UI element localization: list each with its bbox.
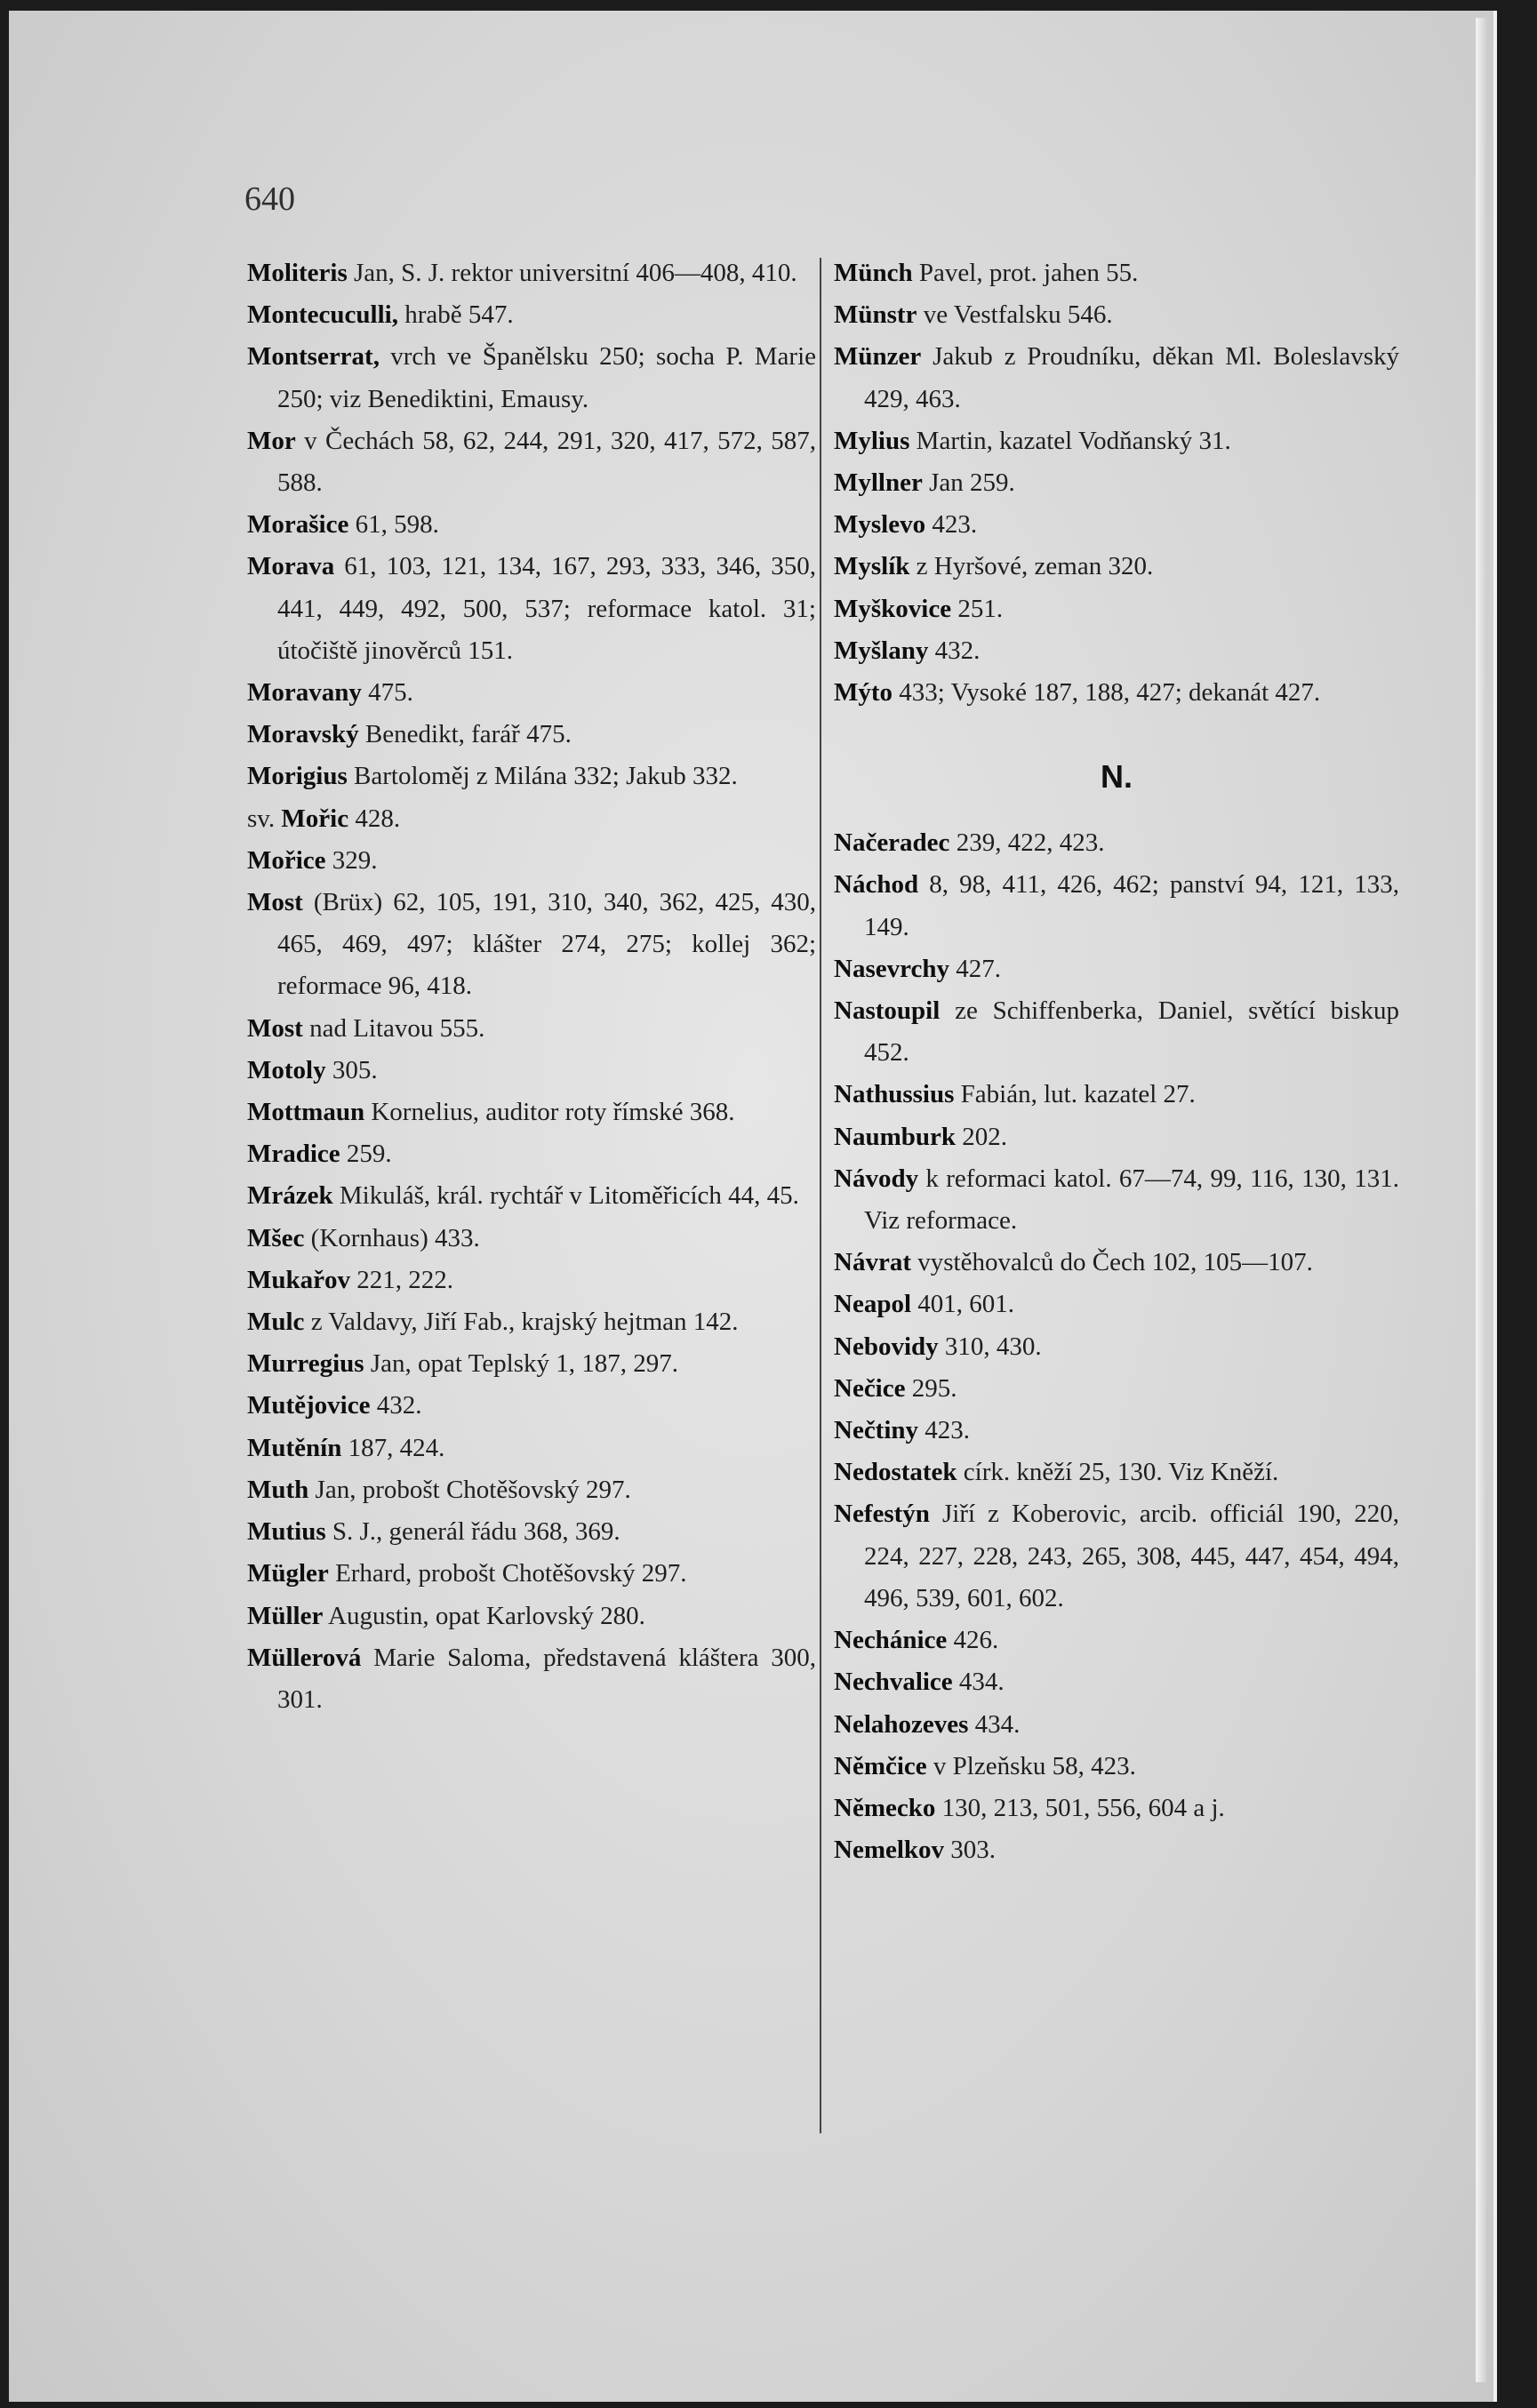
headword: Mylius [834,426,910,455]
entry-text: 295. [905,1373,957,1403]
index-entry [247,336,816,420]
index-entry [834,504,1399,546]
entry-text: 432. [928,636,981,665]
index-entry [834,990,1399,1074]
headword: Morava [247,552,335,581]
entry-text: 433; Vysoké 187, 188, 427; dekanát 427. [893,678,1321,708]
headword: Nastoupil [834,996,941,1026]
index-entry [247,1050,816,1092]
entry-text: Mikuláš, král. rychtář v Litoměřicích 44, 45. [332,1181,799,1211]
entry-text: Jan, probošt Chotěšovský 297. [308,1475,631,1504]
headword: Mrázek [247,1181,333,1211]
entry-text: 8, 98, 411, 426, 462; panství 94, 121, 133, 149. [864,870,1399,941]
index-entry [834,1410,1399,1452]
headword: Mradice [247,1140,340,1169]
headword: Muth [247,1475,309,1504]
index-entry [247,504,816,546]
book-page [9,11,1497,2402]
index-entry [247,1260,816,1301]
entry-text: 329. [325,845,378,875]
entry-text: círk. kněží 25, 130. Viz Kněží. [957,1458,1279,1487]
entry-text: z Valdavy, Jiří Fab., krajský hejtman 142. [304,1308,739,1337]
headword: Müllerová [247,1643,362,1672]
index-entry [834,1242,1399,1284]
entry-text: Jan 259. [922,468,1015,498]
entry-text: Pavel, prot. jahen 55. [912,259,1139,287]
entry-text: ve Vestfalsku 546. [917,300,1113,330]
entry-text: Fabián, lut. kazatel 27. [954,1080,1196,1109]
index-entry [834,1829,1399,1871]
headword: Myšlany [834,636,929,665]
headword: Nemelkov [834,1836,945,1865]
entry-text: k reformaci katol. 67—74, 99, 116, 130, 131. Viz reformace. [864,1164,1399,1236]
headword: Nečice [834,1373,906,1403]
headword: Most [247,888,303,917]
index-entry [247,1511,816,1553]
entry-text: Jan, S. J. rektor universitní 406—408, 410. [347,259,797,287]
entry-text: 427. [949,954,1001,983]
index-entry [834,462,1399,504]
headword: Mottmaun [247,1098,365,1127]
headword: Nelahozeves [834,1709,969,1739]
entry-text: (Brüx) 62, 105, 191, 310, 340, 362, 425, 430, 465, 469, 497; klášter 274, 275; kollej 362; reformace 96, 418. [277,888,816,1001]
index-entry [247,714,816,756]
headword: Myslík [834,552,910,581]
entry-text: 432. [370,1391,422,1420]
entry-text: 401, 601. [911,1290,1014,1319]
index-entry [834,1746,1399,1788]
headword: Nebovidy [834,1332,939,1361]
index-entry [834,864,1399,948]
entry-text: hrabě 547. [397,300,514,330]
headword: Nechánice [834,1626,948,1655]
index-entry [834,672,1399,714]
headword: Mutějovice [247,1391,371,1420]
index-column-right [834,252,1399,1871]
headword: Myllner [834,468,923,498]
entry-text: S. J., generál řádu 368, 369. [325,1517,620,1547]
headword: Návody [834,1164,919,1193]
index-entry [247,294,816,336]
index-entry [834,1368,1399,1410]
index-entry [247,840,816,882]
index-entry [247,420,816,504]
index-entry [834,336,1399,420]
index-entry [834,1452,1399,1493]
entry-text: 426. [947,1626,999,1655]
entry-text: ze Schiffenberka, Daniel, světící biskup 452. [864,996,1399,1068]
column-divider [820,258,821,2133]
index-entry [834,1284,1399,1325]
index-entry [834,252,1399,294]
headword: Myškovice [834,594,952,623]
entry-text: 221, 222. [350,1265,453,1294]
index-entry [834,1661,1399,1703]
index-entry [247,798,816,840]
headword: Nasevrchy [834,954,949,983]
entry-text: 202. [956,1122,1007,1151]
headword: Mutěnín [247,1433,342,1462]
index-entry [247,756,816,797]
index-entry [247,1553,816,1595]
headword: Morašice [247,510,349,540]
headword: Mutius [247,1517,326,1547]
entry-text: 428. [348,804,401,833]
entry-text: 310, 430. [938,1332,1042,1361]
entry-text: 130, 213, 501, 556, 604 a j. [935,1793,1225,1822]
entry-text: Marie Saloma, představená kláštera 300, 301. [277,1643,816,1714]
headword: Nečtiny [834,1416,919,1445]
index-entry [834,1620,1399,1661]
headword: Náchod [834,870,919,900]
headword: Myslevo [834,510,926,540]
headword: Münch [834,259,913,287]
headword: Montserrat, [247,342,380,372]
entry-text: Augustin, opat Karlovský 280. [323,1601,645,1630]
entry-text: 434. [952,1668,1005,1697]
headword: Moravany [247,678,362,708]
entry-text: 239, 422, 423. [949,828,1105,858]
entry-text: Jan, opat Teplský 1, 187, 297. [364,1349,679,1379]
index-entry [247,1343,816,1385]
index-entry [834,1788,1399,1829]
entry-text: 303. [944,1836,997,1865]
index-entry [247,672,816,714]
index-entry [247,882,816,1008]
headword: Moliteris [247,259,348,287]
headword: Müller [247,1601,324,1630]
entry-text: nad Litavou 555. [302,1013,485,1043]
entry-text: 475. [361,678,413,708]
entry-text: 187, 424. [341,1433,445,1462]
headword: Mukařov [247,1265,350,1294]
index-entry [247,1301,816,1343]
entry-text: (Kornhaus) 433. [304,1223,480,1252]
index-entry [247,1596,816,1637]
index-entry [247,1428,816,1469]
entry-text: Bartoloměj z Milána 332; Jakub 332. [347,762,738,791]
index-entry [834,1074,1399,1116]
entry-text: 423. [925,510,978,540]
entry-text: Jakub z Proudníku, děkan Ml. Boleslavský 429, 463. [864,342,1399,413]
index-entry [834,1116,1399,1158]
entry-text: 259. [340,1140,392,1169]
index-entry [247,1008,816,1050]
entry-text: v Plzeňsku 58, 423. [926,1751,1136,1780]
entry-text: Erhard, probošt Chotěšovský 297. [328,1559,687,1588]
index-entry [834,1158,1399,1242]
headword: Návrat [834,1248,911,1277]
entry-text: 305. [325,1055,378,1084]
index-entry [834,630,1399,672]
headword: Neapol [834,1290,911,1319]
headword: Nefestýn [834,1500,930,1529]
index-entry [834,1704,1399,1746]
index-entry [834,822,1399,864]
headword: Německo [834,1793,936,1822]
index-entry [247,1092,816,1133]
index-entry [834,420,1399,462]
index-entry [247,1133,816,1175]
index-entry [247,1469,816,1511]
index-entry [834,1493,1399,1620]
index-entry [247,1637,816,1721]
headword: Moravský [247,720,359,749]
index-entry [834,1326,1399,1368]
headword: Mořic [281,804,349,833]
entry-text: Benedikt, farář 475. [358,720,572,749]
headword: Motoly [247,1055,326,1084]
headword: Montecuculli, [247,300,398,330]
index-entry [247,1385,816,1427]
entry-text: 251. [951,594,1004,623]
headword: Mulc [247,1308,305,1337]
headword: Němčice [834,1751,927,1780]
entry-prefix: sv. [247,804,282,833]
headword: Morigius [247,762,348,791]
headword: Nedostatek [834,1458,957,1487]
headword: Mor [247,426,296,455]
headword: Most [247,1013,303,1043]
headword: Mořice [247,845,326,875]
index-entry [247,546,816,672]
headword: Münzer [834,342,922,372]
entry-text: 61, 598. [348,510,439,540]
index-entry [834,294,1399,336]
entry-text: Kornelius, auditor roty římské 368. [364,1098,735,1127]
headword: Nechvalice [834,1668,953,1697]
headword: Naumburk [834,1122,956,1151]
index-entry [834,588,1399,630]
page-edge [1476,18,1486,2382]
index-entry [247,1218,816,1260]
index-entry [834,546,1399,588]
headword: Mügler [247,1559,329,1588]
entry-text: 61, 103, 121, 134, 167, 293, 333, 346, 350, 441, 449, 492, 500, 537; reformace katol. 31; útočiště jinověrců 151. [277,552,816,665]
entry-text: vrch ve Španělsku 250; socha P. Marie 250; viz Benediktini, Emausy. [277,342,816,413]
page-number: 640 [244,180,295,218]
entry-text: vystěhovalců do Čech 102, 105—107. [910,1248,1313,1277]
headword: Münstr [834,300,917,330]
entry-text: Jiří z Koberovic, arcib. officiál 190, 220, 224, 227, 228, 243, 265, 308, 445, 447, 454, 494, 496, 539, 601, 602. [864,1500,1399,1612]
index-column-left [247,252,816,1721]
entry-text: Martin, kazatel Vodňanský 31. [909,426,1231,455]
headword: Mýto [834,678,893,708]
entry-text: z Hyršové, zeman 320. [909,552,1154,581]
headword: Nathussius [834,1080,955,1109]
entry-text: v Čechách 58, 62, 244, 291, 320, 417, 572, 587, 588. [277,426,816,498]
entry-text: 423. [918,1416,971,1445]
index-entry [247,252,816,294]
entry-text: 434. [968,1709,1021,1739]
index-entry [834,948,1399,990]
headword: Murregius [247,1349,364,1379]
headword: Načeradec [834,828,950,858]
section-heading-n: N. [1101,758,1133,796]
index-entry [247,1175,816,1217]
headword: Mšec [247,1223,305,1252]
